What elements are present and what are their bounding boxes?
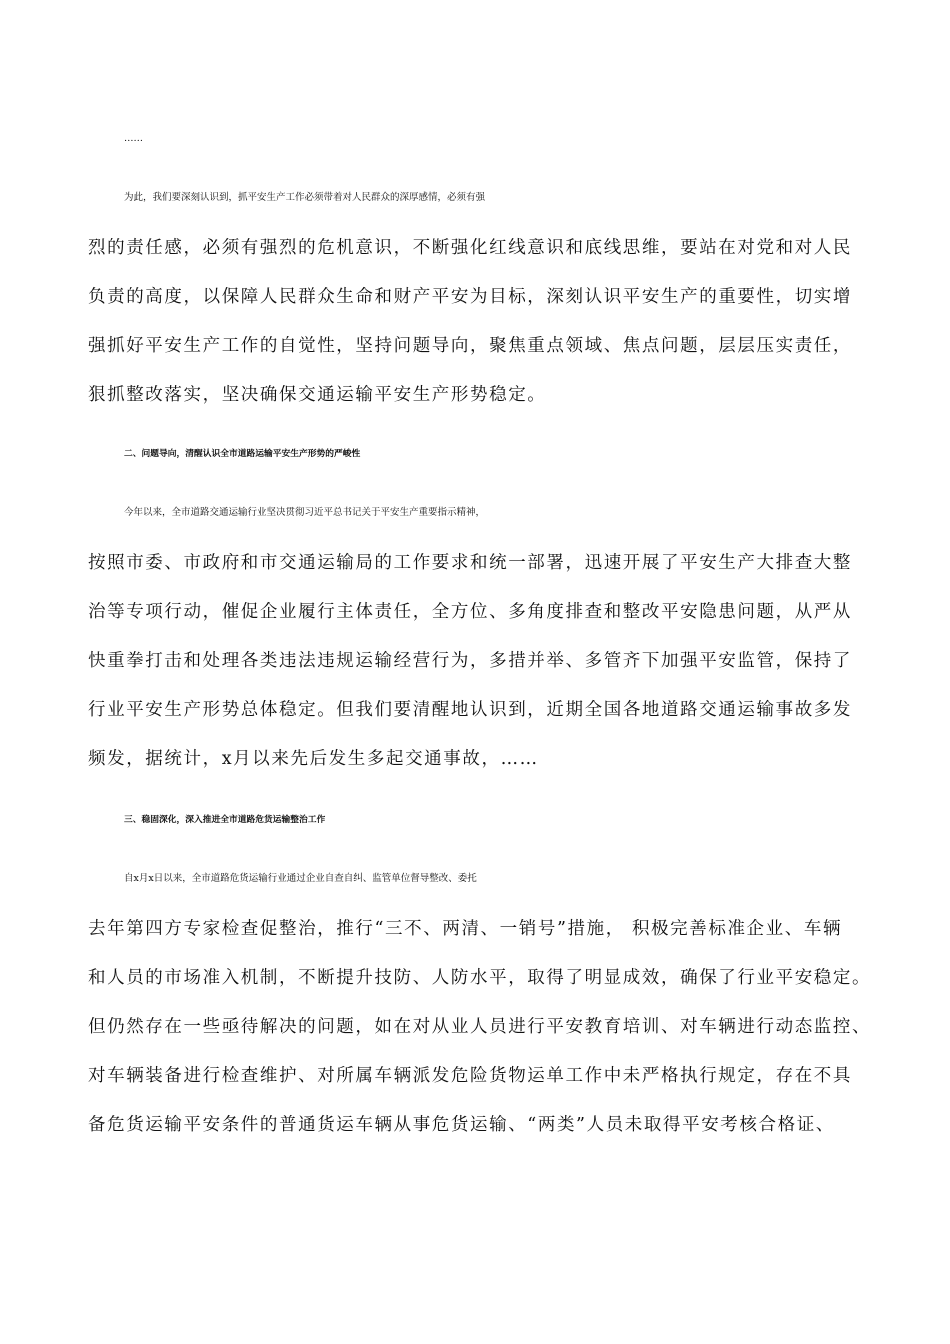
para3-line-3: 和人员的市场准入机制，不断提升技防、人防水平，取得了明显成效，确保了行业平安稳定。 bbox=[88, 968, 872, 988]
para2-line-2: 按照市委、市政府和市交通运输局的工作要求和统一部署，迅速开展了平安生产大排查大整 bbox=[88, 553, 852, 573]
para3-line-6: 备危货运输平安条件的普通货运车辆从事危货运输、“两类”人员未取得平安考核合格证、 bbox=[88, 1115, 835, 1135]
para1-line-1: 为此，我们要深刻认识到，抓平安生产工作必须带着对人民群众的深厚感情，必须有强 bbox=[124, 192, 486, 203]
para3-line-2: 去年第四方专家检查促整治，推行“三不、两清、一销号”措施， 积极完善标准企业、车辆 bbox=[88, 919, 843, 939]
section-heading-3: 三、稳固深化，深入推进全市道路危货运输整治工作 bbox=[124, 815, 326, 825]
para2-line-4: 快重拳打击和处理各类违法违规运输经营行为，多措并举、多管齐下加强平安监管，保持了 bbox=[88, 651, 852, 671]
para2-line-3: 治等专项行动，催促企业履行主体责任，全方位、多角度排查和整改平安隐患问题，从严从 bbox=[88, 602, 852, 622]
para3-line-5: 对车辆装备进行检查维护、对所属车辆派发危险货物运单工作中未严格执行规定，存在不具 bbox=[88, 1066, 852, 1086]
para3-line-1: 自x月x日以来，全市道路危货运输行业通过企业自查自纠、监管单位督导整改、委托 bbox=[124, 873, 477, 884]
para3-line-4: 但仍然存在一些亟待解决的问题，如在对从业人员进行平安教育培训、对车辆进行动态监控、 bbox=[88, 1017, 872, 1037]
para1-line-3: 负责的高度，以保障人民群众生命和财产平安为目标，深刻认识平安生产的重要性，切实增 bbox=[88, 287, 852, 307]
para2-line-5: 行业平安生产形势总体稳定。但我们要清醒地认识到，近期全国各地道路交通运输事故多发 bbox=[88, 700, 852, 720]
ellipsis-top: …… bbox=[124, 133, 143, 144]
para2-line-6: 频发，据统计，x月以来先后发生多起交通事故，…… bbox=[88, 749, 539, 769]
para1-line-5: 狠抓整改落实，坚决确保交通运输平安生产形势稳定。 bbox=[88, 385, 547, 405]
para2-line-1: 今年以来，全市道路交通运输行业坚决贯彻习近平总书记关于平安生产重要指示精神， bbox=[124, 507, 486, 518]
section-heading-2: 二、问题导向，清醒认识全市道路运输平安生产形势的严峻性 bbox=[124, 449, 361, 459]
para1-line-2: 烈的责任感，必须有强烈的危机意识，不断强化红线意识和底线思维，要站在对党和对人民 bbox=[88, 238, 852, 258]
para1-line-4: 强抓好平安生产工作的自觉性，坚持问题导向，聚焦重点领域、焦点问题，层层压实责任， bbox=[88, 336, 852, 356]
